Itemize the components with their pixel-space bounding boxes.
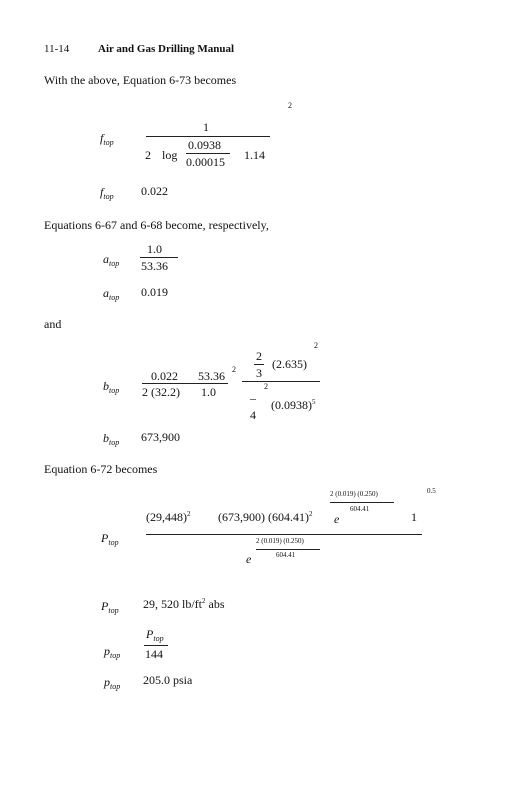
f1-numerator: 0.022 [151, 369, 178, 383]
lhs-symbol: $a_{top}$ [103, 252, 120, 268]
inner-numerator: 0.0938 [188, 138, 221, 152]
denominator: 144 [145, 647, 163, 661]
inner-fraction-bar [186, 153, 230, 154]
numerator: 1 [203, 120, 209, 134]
inner-denominator: 0.00015 [186, 155, 225, 169]
result-lhs: $f_{top}$ [100, 185, 114, 201]
g-bottom-value: $(0.0938)^5$ [271, 398, 316, 412]
exponent-numerator: 2 (0.019) (0.250) [330, 490, 378, 498]
result-value: 0.019 [141, 285, 168, 299]
g-bottom-exponent: 2 [264, 382, 268, 391]
equations-text: Equations 6-67 and 6-68 become, respectively, [44, 218, 269, 232]
exponent-fraction-bar [330, 502, 394, 503]
g-bottom-pi: – [250, 391, 256, 405]
lhs-symbol: $P_{top}$ [101, 531, 119, 547]
log-operator: log [162, 148, 178, 162]
result-lhs: $P_{top}$ [101, 599, 119, 615]
lhs-symbol: $f_{top}$ [100, 131, 114, 147]
g-top-denominator: 3 [256, 366, 262, 380]
g-top-numerator: 2 [256, 349, 262, 363]
fraction-bar [144, 645, 168, 646]
and-text: and [44, 317, 62, 331]
outer-exponent: 2 [314, 341, 318, 350]
f2-fraction-bar [196, 383, 228, 384]
g-main-fraction-bar [242, 381, 320, 382]
f1-fraction-bar [142, 383, 198, 384]
page-number: 11-14 [44, 43, 70, 55]
numerator: 1.0 [147, 242, 162, 256]
g-bottom-denominator: 4 [250, 408, 256, 422]
main-fraction-bar [146, 534, 422, 535]
numerator-term2: (673,900) $(604.41)^2$ [218, 510, 313, 524]
g-top-value: (2.635) [272, 357, 307, 371]
outer-exponent: 0.5 [427, 487, 436, 495]
outer-exponent: 2 [288, 101, 292, 110]
result-lhs: $b_{top}$ [103, 431, 120, 447]
g-top-bar [254, 364, 264, 365]
exponential-e: e [334, 512, 340, 526]
lhs-symbol: $b_{top}$ [103, 379, 120, 395]
denominator-exponent-denominator: 604.41 [276, 551, 296, 559]
fraction-bar [146, 136, 270, 137]
numerator-term1: $(29,448)^2$ [146, 510, 191, 524]
equation-6-72-text: Equation 6-72 becomes [44, 462, 158, 476]
result-value: 29, 520 $lb/ft^2$ abs [143, 597, 225, 611]
exponent-denominator: 604.41 [350, 505, 370, 513]
denominator-exponent-bar [256, 549, 320, 550]
result-value: 0.022 [141, 184, 168, 198]
minus-one: 1 [411, 510, 417, 524]
denominator-e: e [246, 552, 252, 566]
coefficient: 2 [145, 148, 151, 162]
fraction-bar [140, 257, 178, 258]
book-title: Air and Gas Drilling Manual [98, 43, 235, 55]
f1-denominator: 2 (32.2) [142, 385, 180, 399]
numerator: $P_{top}$ [146, 627, 164, 643]
denominator: 53.36 [141, 259, 168, 273]
f2-exponent: 2 [232, 365, 236, 374]
denominator-exponent-numerator: 2 (0.019) (0.250) [256, 537, 304, 545]
result-lhs: $p_{top}$ [104, 675, 121, 691]
addend: 1.14 [244, 148, 265, 162]
result-lhs: $a_{top}$ [103, 286, 120, 302]
f2-denominator: 1.0 [201, 385, 216, 399]
result-value: 205.0 psia [143, 673, 193, 687]
intro-text: With the above, Equation 6-73 becomes [44, 73, 237, 87]
result-value: 673,900 [141, 430, 180, 444]
lhs-symbol: $p_{top}$ [104, 644, 121, 660]
f2-numerator: 53.36 [198, 369, 225, 383]
